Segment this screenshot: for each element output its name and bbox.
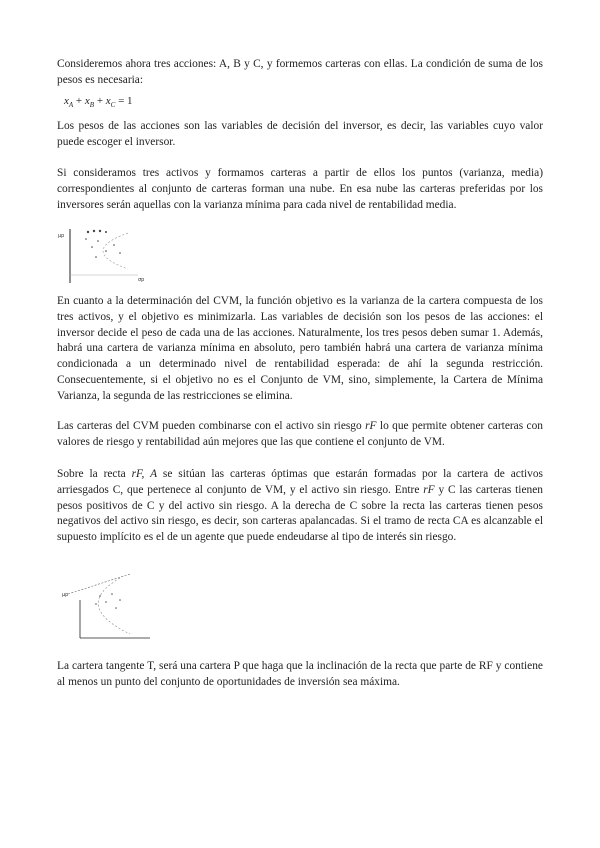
fig1-point xyxy=(97,240,99,242)
fig2-point xyxy=(115,607,117,609)
formula-sub-a: A xyxy=(68,101,74,110)
fig1-x-label: σp xyxy=(138,277,145,283)
p6-text-a: Sobre la recta xyxy=(57,468,132,480)
formula-var-a: x xyxy=(64,95,69,107)
fig1-point xyxy=(95,256,97,258)
paragraph-tangent: La cartera tangente T, será una cartera P que haga que la inclinación de la recta que parte de RF y contiene al menos un punto del conjunto de oportunidades de inversión sea máxima. xyxy=(57,660,543,688)
p6-rf: rF xyxy=(423,483,435,496)
fig1-point xyxy=(93,230,95,232)
paragraph-cvm-text: En cuanto a la determinación del CVM, la función objetivo es la varianza de la cartera compuesta de los tres activos, y el objetivo es minimizarla. Las variables de decisión son los pesos de las acciones: el inversor decide el peso de cada una de las acciones. Naturalmente, los tres pesos deben sumar 1. Además, habrá una cartera de varianza mínima en absoluto, pero también habrá una cartera de varianza mínima condicionada a un determinado nivel de rentabilidad esperada: de ahí la segunda restricción. Consecuentemente, si el objetivo no es el Conjunto de VM, sino, simplemente, la Cartera de Mínima Varianza, la segunda de las restricciones se elimina. xyxy=(57,295,543,402)
fig2-y-label: µp xyxy=(62,592,69,598)
fig1-point xyxy=(99,230,101,232)
p6-rf-a: rF, A xyxy=(131,468,158,480)
fig1-point xyxy=(105,231,107,233)
formula-sub-c: C xyxy=(110,101,116,110)
formula-equals: = 1 xyxy=(118,95,133,107)
paragraph-cvm xyxy=(57,294,543,405)
fig2-point xyxy=(95,603,97,605)
fig1-point xyxy=(85,238,87,240)
fig1-point xyxy=(113,244,115,246)
fig1-point xyxy=(87,231,89,233)
fig2-frontier-curve xyxy=(98,578,130,634)
paragraph-riskfree xyxy=(57,419,543,451)
fig2-tangent-line xyxy=(68,574,130,594)
p5-text-b: lo que permite obtener carteras con valores de riesgo y rentabilidad aún mejores que las que contiene el conjunto de VM. xyxy=(57,420,543,448)
p5-text-a: Las carteras del CVM pueden combinarse con el activo sin riesgo xyxy=(57,420,366,432)
paragraph-weights: Los pesos de las acciones son las variables de decisión del inversor, es decir, las variables cuyo valor puede escoger el inversor. xyxy=(57,120,543,148)
fig1-points xyxy=(85,230,121,258)
formula-var-b: x xyxy=(84,95,90,107)
fig2-point xyxy=(99,595,101,597)
fig1-point xyxy=(105,250,107,252)
formula-plus: + xyxy=(75,95,83,107)
paragraph-intro: Consideremos ahora tres acciones: A, B y C, y formemos carteras con ellas. La condición de suma de los pesos es necesaria: xyxy=(57,58,543,86)
formula-var-c: x xyxy=(105,95,111,107)
portfolio-cloud-figure xyxy=(58,225,150,287)
fig2-points xyxy=(95,593,121,609)
fig2-point xyxy=(111,593,113,595)
formula-sub-b: B xyxy=(89,101,95,110)
p6-text-b: se sitúan las carteras óptimas que estarán formadas por la cartera de activos arriesgados C, que pertenece al conjunto de VM, y el activo sin riesgo. Entre xyxy=(57,468,543,496)
paragraph-optimal-line xyxy=(57,467,543,546)
fig2-point xyxy=(105,601,107,603)
p6-text-c: y C las carteras tienen pesos positivos de C y del activo sin riesgo. A la derecha de C sobre la recta las carteras tienen pesos negativos del activo sin riesgo, es decir, son carteras apalancadas. Si el tramo de recta CA es alcanzable el supuesto implícito es el de un agente que puede endeudarse al tipo de interés sin riesgo. xyxy=(57,483,543,544)
capital-line-figure xyxy=(60,572,152,642)
fig1-y-label: µp xyxy=(58,233,65,239)
p5-rf: rF xyxy=(365,420,377,432)
paragraph-three-assets: Si consideramos tres activos y formamos carteras a partir de ellos los puntos (varianza, media) correspondientes al conjunto de carteras forman una nube. En esa nube las carteras preferidas por los inversores serán aquellas con la varianza mínima para cada nivel de rentabilidad media. xyxy=(57,167,543,211)
formula-plus-2: + xyxy=(96,95,104,107)
fig1-point xyxy=(91,246,93,248)
fig2-point xyxy=(119,599,121,601)
fig1-point xyxy=(119,252,121,254)
weight-sum-formula xyxy=(64,95,133,109)
